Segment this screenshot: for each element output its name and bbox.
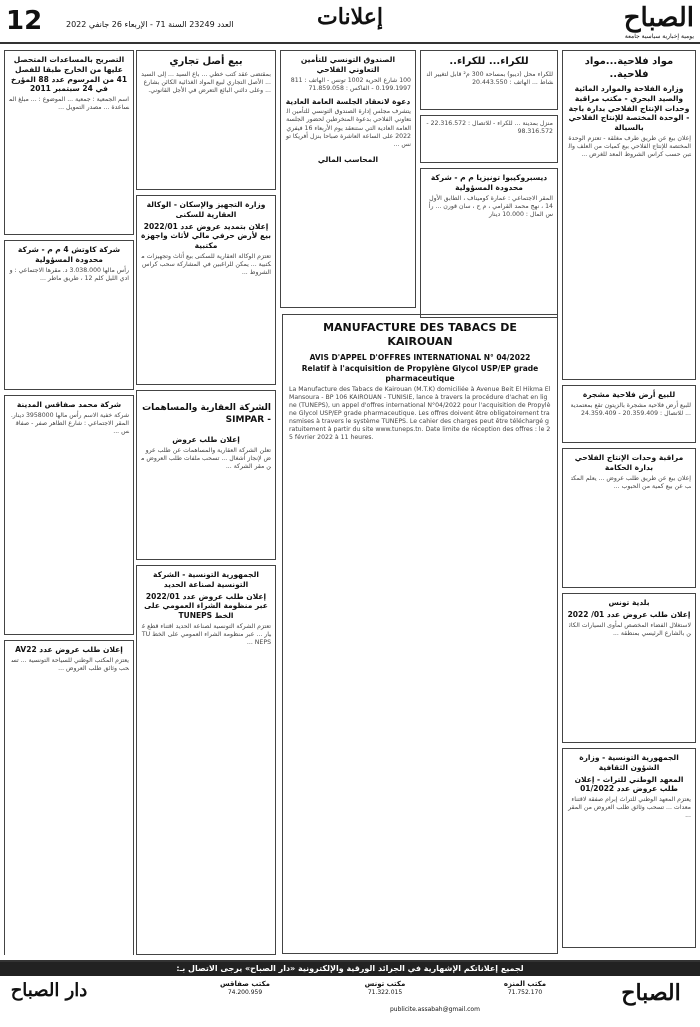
page-footer bbox=[0, 960, 700, 1027]
column-5 bbox=[4, 50, 134, 955]
page-number: 12 bbox=[6, 6, 43, 36]
footer-email[interactable]: publicite.assabah@gmail.com bbox=[390, 1006, 480, 1013]
ad-title: الجمهورية التونسية - الشركة التونسية لصناعة الحديد bbox=[153, 570, 259, 589]
office-menzah: مكتب المنزه 71.752.170 bbox=[503, 980, 547, 997]
ad-municipality bbox=[562, 593, 696, 743]
ad-body: لاستغلال الفضاء المخصص لمأوى السيارات الكائن بالشارع الرئيسي بمنطقة ... bbox=[569, 621, 691, 637]
ad-tourism bbox=[4, 640, 134, 955]
ad-sfax bbox=[4, 395, 134, 635]
ad-body: منزل بمدينة ... للكراء - للاتصال : 22.316.572 - 98.316.572 bbox=[426, 120, 553, 136]
ad-steel bbox=[136, 565, 276, 955]
ad-title: شركة كاوتش 4 م م - شركة محدودة المسؤولية bbox=[17, 245, 121, 264]
ad-title: إعلان طلب عروض عدد AV22 bbox=[15, 645, 123, 654]
ad-tender-body: La Manufacture des Tabacs de Kairouan (M.T.K) domiciliée à Avenue Beit El Hikma El Mansoura - BP 106 KAIROUAN - TUNISIE, lance à travers la procédure d'achat en ligne (TUNEPS), un appel d'offres international N°04/2022 pour l'acquisition de Propylène Glycol USP/EP grade pharmaceutique. Les offres doivent être obligatoirement transmises à travers le système TUNEPS. Le cahier des charges peut être téléchargé gratuitement à partir du site www.tuneps.tn. Date limite de réception des offres : le 25 février 2022 à 11 heures. bbox=[289, 385, 551, 442]
ad-title: شركة محمد صفاقس المدينة bbox=[16, 400, 122, 409]
ad-title: وزارة التجهيز والإسكان - الوكالة العقارية للسكنى bbox=[146, 200, 266, 219]
ad-insurance bbox=[280, 50, 416, 308]
ad-body: يتشرف مجلس إدارة الصندوق التونسي للتأمين التعاوني الفلاحي بدعوة المنخرطين لحضور الجلسة العامة العادية التي ستنعقد يوم الأربعاء 16 فيفري 2022 على الساعة العاشرة صباحا بنزل أفريكا تونس ... bbox=[286, 108, 411, 148]
footer-logo: الصباح bbox=[621, 980, 681, 1006]
ad-company bbox=[420, 168, 558, 318]
ad-body: إعلان بيع عن طريق طلب عروض ... يعلم المكتب عن بيع كمية من الحبوب ... bbox=[571, 474, 691, 490]
section-title: إعلانات bbox=[317, 4, 383, 30]
column-4 bbox=[136, 50, 276, 955]
ad-business-sale bbox=[136, 50, 276, 190]
column-1 bbox=[562, 50, 696, 955]
ad-title: بيع أصل تجاري bbox=[169, 56, 243, 67]
ad-land-sale bbox=[562, 385, 696, 443]
ad-title: مراقبة وحدات الإنتاج الفلاحي بدارة الحكامة bbox=[574, 453, 684, 472]
ad-signature: المحاسب المالي bbox=[317, 154, 379, 164]
ad-body: يعتزم المكتب الوطني للسياحة التونسية ... تسحب وثائق طلب العروض ... bbox=[11, 656, 129, 672]
column-3 bbox=[280, 50, 416, 308]
footer-logo-left: دار الصباح bbox=[10, 980, 88, 1001]
ad-rent bbox=[420, 50, 558, 110]
ad-title: للبيع أرض فلاحية مشجرة bbox=[582, 390, 676, 399]
ad-subtitle: إعلان طلب عروض bbox=[172, 435, 240, 444]
ad-body: شركة خفية الاسم رأس مالها 3958000 دينار. المقر الاجتماعي : شارع الطاهر صفر - صفاقس ... bbox=[10, 411, 129, 435]
ad-body: بمقتضى عقد كتب خطي ... باع السيد ... إلى السيد ... الأصل التجاري لبيع المواد الغذائية الكائن بشارع ... وعلى دائني البائع التعرض في الأجل القانوني. bbox=[141, 71, 271, 95]
ad-heritage bbox=[562, 748, 696, 948]
ad-title: التصريح بالمساعدات المتحصل عليها من الخارج طبقا للفصل 41 من المرسوم عدد 88 المؤرخ في 24 سبتمبر 2011 bbox=[10, 55, 128, 94]
ad-body: تعتزم الشركة التونسية لصناعة الحديد اقتناء قطع غيار ... عبر منظومة الشراء العمومي على الخط TUNEPS ... bbox=[141, 622, 271, 646]
ad-body: رأس مالها 3.038.000 د. مقرها الاجتماعي : وادي الليل كلم 12 ، طريق ماطر ... bbox=[9, 266, 129, 282]
ad-tabacs-tender bbox=[282, 314, 558, 954]
ad-body: للكراء محل (ديبو) بمساحة 300 م² قابل لتغيير النشاط ... الهاتف : 20.443.550 bbox=[426, 71, 553, 87]
office-tunis: مكتب تونس 71.322.015 bbox=[364, 980, 406, 997]
ad-body: المقر الاجتماعي : عمارة كوميناف ، الطابق الأول 14 ، نهج محمد القرامي ، م ح ، سان قورن ... رأس المال : 10.000 دينار bbox=[428, 194, 553, 218]
ad-rent-house bbox=[420, 115, 558, 163]
ad-body: إعلان بيع عن طريق طرف مغلقة - تعتزم الوحدة المختصة للإنتاج الفلاحي بيع كميات من العلف والتبن حسب كراس الشروط المعد للغرض ... bbox=[568, 134, 691, 158]
ad-body: تعلن الشركة العقارية والمساهمات عن طلب عروض لإنجاز أشغال ... تسحب ملفات طلب العروض من مقر الشركة ... bbox=[141, 446, 271, 470]
ad-body: اسم الجمعية : جمعية ... الموضوع : ... مبلغ المساعدة ... مصدر التمويل ... bbox=[9, 96, 129, 112]
ad-tender-head: MANUFACTURE DES TABACS DE KAIROUAN bbox=[323, 321, 517, 349]
ad-title: بلدية تونس bbox=[608, 598, 650, 607]
ad-subtitle: دعوة لانعقاد الجلسة العامة العادية bbox=[285, 96, 411, 106]
ad-body: يعتزم المعهد الوطني للتراث إبرام صفقة لاقتناء معدات ... تسحب وثائق طلب العروض من المقر ... bbox=[568, 796, 691, 820]
ad-subtitle: إعلان طلب عروض عدد 01/ 2022 bbox=[567, 609, 691, 619]
ad-title: الصندوق التونسي للتأمين التعاوني الفلاحي bbox=[300, 55, 396, 74]
ad-subtitle: إعلان بتمديد عروض عدد 2022/01 بيع لأرض حرفي مالي لأثاث واجهزة مكتبية bbox=[141, 221, 271, 250]
ad-title: ديسبروكيبوا تونيزيا م م - شركة محدودة المسؤولية bbox=[430, 173, 548, 192]
ad-tender-title: AVIS D'APPEL D'OFFRES INTERNATIONAL N° 04/2022 bbox=[309, 352, 531, 362]
ad-caoutch bbox=[4, 240, 134, 390]
ad-body: تعتزم الوكالة العقارية للسكنى بيع أثاث وتجهيزات مكتبية ... يمكن للراغبين في المشاركة سحب كراس الشروط ... bbox=[141, 252, 271, 276]
ad-body: 100 شارع الحرية 1002 تونس - الهاتف : 8110.199.1997 - الفاكس : 71.859.058 bbox=[290, 76, 411, 92]
ad-subtitle: المعهد الوطني للتراث - إعلان طلب عروض عدد 01/2022 bbox=[574, 774, 684, 794]
ad-subtitle: إعلان طلب عروض عدد 2022/01 عبر منظومة الشراء العمومي على الخط TUNEPS bbox=[144, 591, 268, 620]
ad-housing bbox=[136, 195, 276, 385]
page-header bbox=[0, 0, 700, 44]
footer-banner: لجميع إعلاناتكم الإشهارية في الجرائد الورقية والإلكترونية «دار الصباح» يرجى الاتصال بـ: bbox=[0, 962, 700, 976]
simpar-logo: الشركة العقارية والمساهمات - SIMPAR bbox=[142, 403, 271, 425]
ad-agricultural bbox=[562, 50, 696, 380]
issue-info: العدد 23249 السنة 71 - الإربعاء 26 جانفي 2022 bbox=[66, 20, 234, 29]
ad-title: مواد فلاحية...مواد فلاحية.. bbox=[584, 56, 674, 80]
ad-title: للكراء... للكراء.. bbox=[449, 56, 529, 67]
ad-simpar bbox=[136, 390, 276, 560]
ad-subtitle: وزارة الفلاحة والموارد المائية والصيد البحري - مكتب مراقبة وحدات الإنتاج الفلاحي بدارة باجة - الوحدة المختصة للإنتاج الفلاحي بالسبالة bbox=[568, 84, 690, 132]
ad-production bbox=[562, 448, 696, 588]
office-sfax: مكتب صفاقس 74.200.959 bbox=[219, 980, 271, 997]
ad-title: الجمهورية التونسية - وزارة الشؤون الثقافية bbox=[579, 753, 679, 772]
ad-body: للبيع أرض فلاحية مشجرة بالزيتون تقع بمعتمدية ... للاتصال : 20.359.409 - 24.359.409 bbox=[570, 401, 691, 417]
ad-foreign-aid bbox=[4, 50, 134, 235]
newspaper-logo: الصباح يومية إخبارية سياسية جامعة bbox=[623, 3, 694, 40]
ad-tender-subtitle: Relatif à l'acquisition de Propylène Glycol USP/EP grade pharmaceutique bbox=[301, 364, 539, 384]
